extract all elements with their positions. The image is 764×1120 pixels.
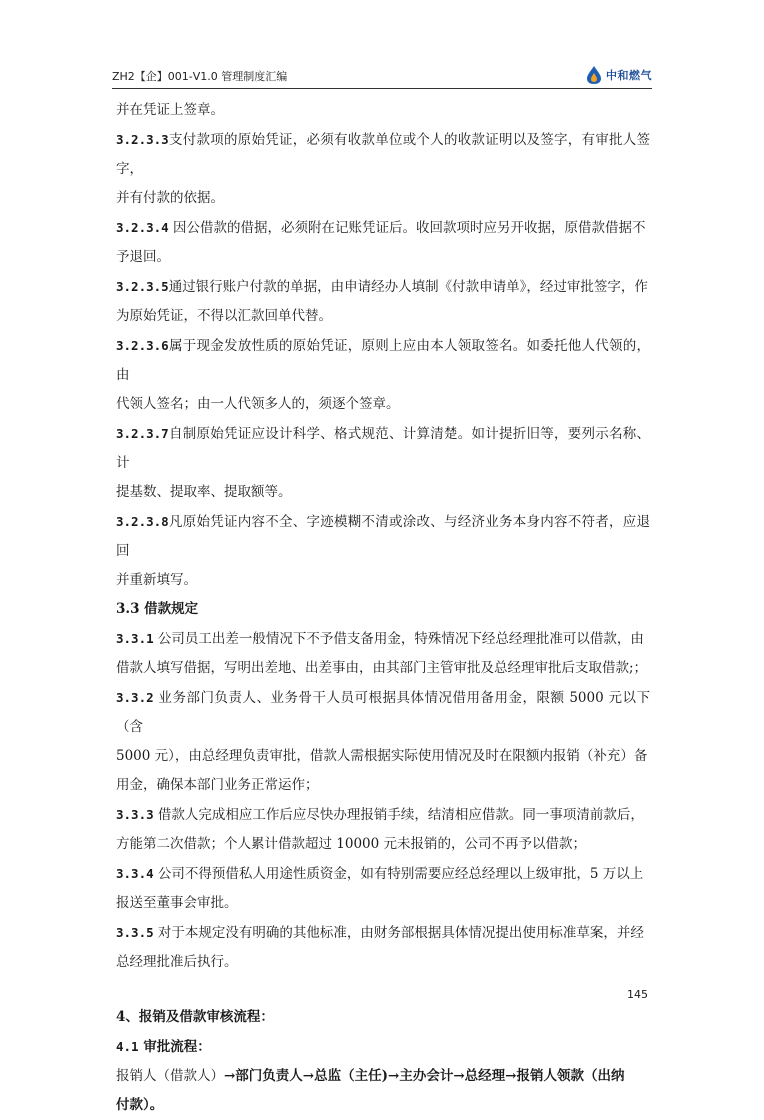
line-text: 业务部门负责人、业务骨干人员可根据具体情况借用备用金，限额 5000 元以下（含: [116, 690, 650, 735]
paragraph-line: [116, 948, 650, 977]
clause-number: 3.2.3.4: [116, 220, 169, 235]
flame-drop-icon: [585, 65, 603, 85]
paragraph-line: [116, 125, 650, 184]
paragraph-line: [116, 184, 650, 213]
line-text: 予退回。: [116, 249, 170, 265]
clause-number: 3.3.4: [116, 866, 154, 881]
line-text: 提基数、提取率、提取额等。: [116, 484, 292, 500]
clause-number: 3.2.3.5: [116, 279, 169, 294]
paragraph-line: [116, 272, 650, 302]
paragraph-line: [116, 771, 650, 800]
paragraph-line: [116, 1032, 650, 1062]
line-text: 公司员工出差一般情况下不予借支备用金，特殊情况下经总经理批准可以借款，由: [153, 631, 644, 647]
paragraph-line: [116, 390, 650, 419]
line-text: 借款人完成相应工作后应尽快办理报销手续，结清相应借款。同一事项清前款后，: [153, 807, 644, 823]
line-text: 公司不得预借私人用途性质资金，如有特别需要应经总经理以上级审批，5 万以上: [153, 866, 644, 882]
paragraph-line: [116, 507, 650, 566]
clause-number: 3.3.1: [116, 631, 154, 646]
line-text: 5000 元），由总经理负责审批，借款人需根据实际使用情况及时在限额内报销（补充）备: [116, 748, 648, 764]
blank-line: [116, 977, 650, 1003]
line-text: 为原始凭证，不得以汇款回单代替。: [116, 308, 332, 324]
paragraph-line: [116, 1003, 650, 1032]
logo-text: 中和燃气: [606, 69, 652, 82]
line-text: 方能第二次借款；个人累计借款超过 10000 元未报销的，公司不再予以借款；: [116, 836, 587, 852]
line-text: 总经理批准后执行。: [116, 954, 238, 970]
line-text: 报送至董事会审批。: [116, 895, 238, 911]
paragraph-line: [116, 1091, 650, 1120]
line-text: 并在凭证上签章。: [116, 102, 224, 118]
line-text: 3.3 借款规定: [116, 601, 199, 617]
paragraph-line: [116, 213, 650, 243]
paragraph-line: [116, 302, 650, 331]
clause-number: 3.3.2: [116, 690, 154, 705]
paragraph-line: [116, 742, 650, 771]
company-logo: [585, 65, 652, 85]
line-text: →部门负责人→总监（主任)→主办会计→总经理→报销人领款（出纳: [224, 1068, 625, 1084]
page-header: [112, 58, 652, 89]
line-text: 用金，确保本部门业务正常运作；: [116, 777, 319, 793]
clause-number: 3.3.3: [116, 807, 154, 822]
line-text: 4、报销及借款审核流程：: [116, 1009, 274, 1025]
paragraph-line: [116, 1062, 650, 1091]
paragraph-line: [116, 800, 650, 830]
page-number: 145: [627, 988, 648, 1001]
paragraph-line: [116, 918, 650, 948]
line-text: 支付款项的原始凭证，必须有收款单位或个人的收款证明以及签字，有审批人签字，: [116, 132, 650, 177]
line-text: 借款人填写借据，写明出差地、出差事由，由其部门主管审批及总经理审批后支取借款;；: [116, 660, 648, 676]
line-text: 因公借款的借据，必须附在记账凭证后。收回款项时应另开收据，原借款借据不: [168, 220, 646, 236]
line-text: 并有付款的依据。: [116, 190, 224, 206]
paragraph-line: [116, 566, 650, 595]
header-title: ZH2【企】001-V1.0 管理制度汇编: [112, 70, 288, 83]
line-text: 通过银行账户付款的单据，由申请经办人填制《付款申请单》，经过审批签字，作: [168, 279, 648, 295]
paragraph-line: [116, 889, 650, 918]
paragraph-line: [116, 683, 650, 742]
line-text: 凡原始凭证内容不全、字迹模糊不清或涂改、与经济业务本身内容不符者，应退回: [116, 514, 650, 559]
line-text: 审批流程：: [138, 1039, 211, 1055]
line-text: 付款）。: [116, 1097, 164, 1113]
line-text: 对于本规定没有明确的其他标准，由财务部根据具体情况提出使用标准草案，并经: [153, 925, 644, 941]
clause-number: 3.2.3.6: [116, 338, 169, 353]
clause-number: 3.2.3.3: [116, 132, 169, 147]
line-text: 并重新填写。: [116, 572, 197, 588]
line-text: 属于现金发放性质的原始凭证，原则上应由本人领取签名。如委托他人代领的，由: [116, 338, 650, 383]
clause-number: 3.2.3.7: [116, 426, 169, 441]
line-text: 报销人（借款人）: [116, 1068, 224, 1084]
clause-number: 3.2.3.8: [116, 514, 169, 529]
paragraph-line: [116, 478, 650, 507]
paragraph-line: [116, 96, 650, 125]
paragraph-line: [116, 419, 650, 478]
paragraph-line: [116, 859, 650, 889]
clause-number: 4.1: [116, 1039, 139, 1054]
line-text: 自制原始凭证应设计科学、格式规范、计算清楚。如计提折旧等，要列示名称、计: [116, 426, 650, 471]
paragraph-line: [116, 624, 650, 654]
paragraph-line: [116, 595, 650, 624]
paragraph-line: [116, 654, 650, 683]
document-body: [116, 96, 650, 1120]
line-text: 代领人签名；由一人代领多人的，须逐个签章。: [116, 396, 400, 412]
paragraph-line: [116, 243, 650, 272]
paragraph-line: [116, 331, 650, 390]
paragraph-line: [116, 830, 650, 859]
clause-number: 3.3.5: [116, 925, 154, 940]
